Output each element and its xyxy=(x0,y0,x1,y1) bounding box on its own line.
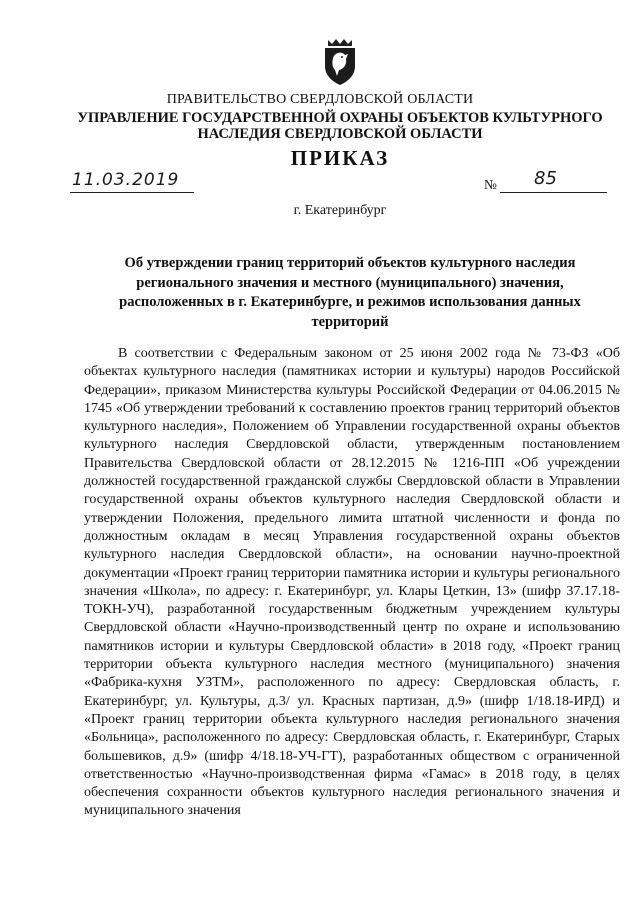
preamble-paragraph: В соответствии с Федеральным законом от 25 июня 2002 года № 73-ФЗ «Об объектах культурного наследия (памятниках истории и культуры) народов Российской Федерации», приказом Министерства культуры Российской Федерации от 04.06.2015 № 1745 «Об утверждении требований к составлению проектов границ территорий объектов культурного наследия», Положением об Управлении государственной охраны объектов культурного наследия Свердловской области, утвержденным постановлением Правительства Свердловской области от 28.12.2015 № 1216-ПП «Об учреждении должностей государственной гражданской службы Свердловской области в Управлении государственной охраны объектов культурного наследия Свердловской области и утверждении Положения, предельного лимита штатной численности и фонда по должностным окладам в месяц Управления государственной охраны объектов культурного наследия Свердловской области», на основании научно-проектной документации «Проект границ территории памятника истории и культуры регионального значения «Школа», по адресу: г. Екатеринбург, ул. Клары Цеткин, 13» (шифр 37.17.18-ТОКН-УЧ), разработанной государственным бюджетным учреждением культуры Свердловской области «Научно-производственный центр по охране и использованию памятников истории и культуры Свердловской области» в 2018 году, «Проект границ территории объекта культурного наследия местного (муниципального) значения «Фабрика-кухня УЗТМ», расположенного по адресу: Свердловская область, г. Екатеринбург, ул. Культуры, д.3/ ул. Красных партизан, д.9» (шифр 1/18.18-ИРД) и «Проект границ территории объекта культурного наследия регионального значения «Больница», расположенного по адресу: Свердловская область, г. Екатеринбург, Старых большевиков, д.9» (шифр 4/18.18-УЧ-ГТ), разработанных обществом с ограниченной ответственностью «Научно-производственная фирма «Гамас» в 2018 году, в целях обеспечения сохранности объектов культурного наследия регионального значения и муниципального значения xyxy=(84,346,620,819)
department-name: УПРАВЛЕНИЕ ГОСУДАРСТВЕННОЙ ОХРАНЫ ОБЪЕКТОВ КУЛЬТУРНОГО НАСЛЕДИЯ СВЕРДЛОВСКОЙ ОБЛАСТИ xyxy=(77,110,603,142)
date-field xyxy=(70,170,194,193)
number-sign: № xyxy=(484,177,497,192)
document-type: ПРИКАЗ xyxy=(290,146,390,170)
handwritten-date: 11.03.2019 xyxy=(72,170,180,190)
handwritten-number: 85 xyxy=(534,168,557,189)
coat-of-arms-icon xyxy=(322,36,358,86)
number-field xyxy=(500,170,607,193)
government-name: ПРАВИТЕЛЬСТВО СВЕРДЛОВСКОЙ ОБЛАСТИ xyxy=(166,92,474,107)
city: г. Екатеринбург xyxy=(293,203,387,218)
order-subject: Об утверждении границ территорий объектов культурного наследия регионального значения и местного (муниципального) значения, расположенных в г. Екатеринбурге, и режимов использования данных территорий xyxy=(119,255,581,330)
